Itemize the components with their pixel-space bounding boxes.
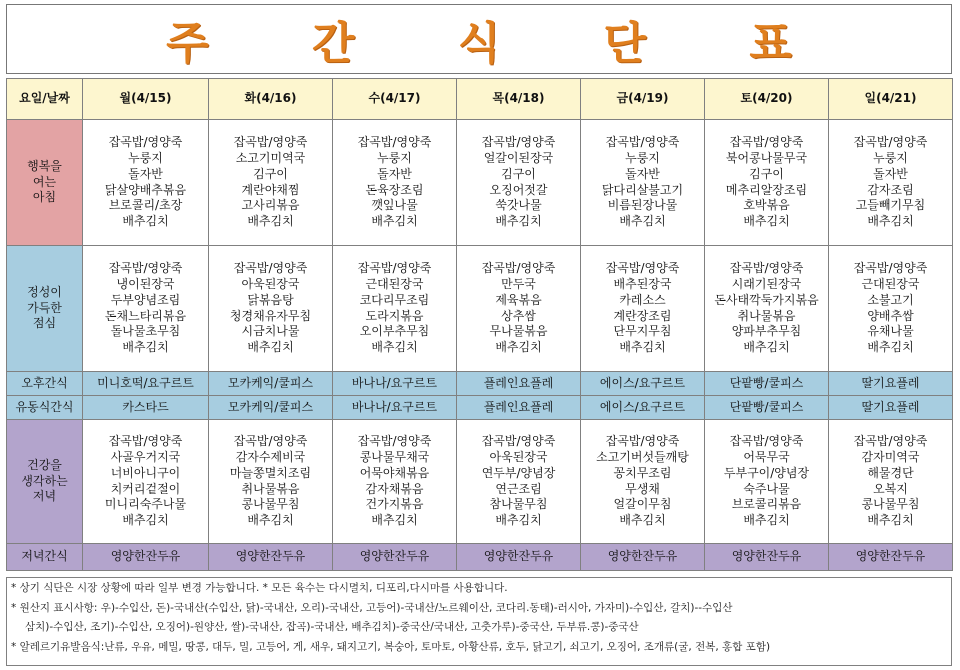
menu-item: 만두국 — [501, 276, 536, 291]
notes-box — [6, 577, 952, 666]
menu-item: 돌자반 — [625, 166, 660, 181]
breakfast-label — [7, 120, 83, 246]
dinner-cell — [581, 420, 705, 544]
menu-item: 아욱된장국 — [489, 449, 548, 464]
dinner-label — [7, 420, 83, 544]
menu-item: 브로콜리/초장 — [108, 198, 183, 213]
dinner-cell — [457, 420, 581, 544]
breakfast-cell — [83, 120, 209, 246]
lunch-cell — [581, 246, 705, 372]
menu-item: 배추김치 — [867, 214, 914, 229]
menu-item: 잡곡밥/영양죽 — [605, 135, 680, 150]
menu-item: 잡곡밥/영양죽 — [729, 261, 804, 276]
menu-item: 돌자반 — [128, 166, 163, 181]
lunch-cell — [83, 246, 209, 372]
liquid-snack-cell: 카스타드 — [83, 396, 209, 420]
menu-item: 배추김치 — [619, 214, 666, 229]
menu-item: 콩나물무침 — [241, 497, 300, 512]
afternoon-snack-cell: 플레인요플레 — [457, 372, 581, 396]
liquid-snack-cell: 바나나/요구르트 — [333, 396, 457, 420]
label-line: 아침 — [32, 190, 57, 205]
dinner-snack-cell: 영양한잔두유 — [83, 544, 209, 571]
breakfast-cell — [829, 120, 953, 246]
label-line: 가득한 — [27, 300, 62, 315]
dinner-snack-cell: 영양한잔두유 — [209, 544, 333, 571]
menu-item: 배추김치 — [495, 513, 542, 528]
breakfast-cell — [333, 120, 457, 246]
breakfast-cell — [209, 120, 333, 246]
menu-item: 누룽지 — [873, 150, 908, 165]
menu-item: 배추김치 — [867, 513, 914, 528]
menu-item: 돌자반 — [873, 166, 908, 181]
menu-item: 잡곡밥/영양죽 — [108, 261, 183, 276]
afternoon-snack-row — [7, 372, 953, 396]
menu-table — [6, 78, 953, 571]
menu-item: 카레소스 — [619, 292, 666, 307]
menu-item: 상추쌈 — [501, 308, 536, 323]
menu-item: 연근조림 — [495, 481, 542, 496]
dinner-snack-cell: 영양한잔두유 — [333, 544, 457, 571]
menu-item: 돌나물초무침 — [110, 324, 181, 339]
menu-item: 근대된장국 — [365, 276, 424, 291]
menu-item: 고사리볶음 — [241, 198, 300, 213]
menu-item: 오이부추무침 — [359, 324, 430, 339]
menu-item: 근대된장국 — [861, 276, 920, 291]
menu-item: 닭살양배추볶음 — [104, 182, 187, 197]
label-line: 저녁 — [32, 489, 57, 504]
menu-item: 얼갈이된장국 — [483, 150, 554, 165]
menu-item: 배추김치 — [619, 513, 666, 528]
dinner-snack-cell: 영양한잔두유 — [829, 544, 953, 571]
menu-item: 배추김치 — [371, 340, 418, 355]
day-header: 일(4/21) — [829, 79, 953, 120]
menu-item: 계란야채찜 — [241, 182, 300, 197]
menu-item: 어묵무국 — [743, 449, 790, 464]
menu-item: 배추김치 — [122, 340, 169, 355]
menu-item: 시래기된장국 — [731, 276, 802, 291]
lunch-cell — [457, 246, 581, 372]
note-line: 삼치)-수입산, 조기)-수입산, 오징어)-원양산, 쌀)-국내산, 잡곡)-국내산, 배추김치)-중국산/국내산, 고춧가루)-중국산, 두부류.콩)-중국산 — [25, 621, 639, 633]
menu-item: 참나물무침 — [489, 497, 548, 512]
liquid-snack-cell: 모카케익/쿨피스 — [209, 396, 333, 420]
liquid-snack-row — [7, 396, 953, 420]
label-line: 행복을 — [27, 158, 62, 173]
menu-item: 잡곡밥/영양죽 — [481, 261, 556, 276]
menu-item: 청경채유자무침 — [229, 308, 312, 323]
menu-item: 브로콜리볶음 — [731, 497, 802, 512]
label-line: 점심 — [32, 316, 57, 331]
note-line: * 원산지 표시사항: 우)-수입산, 돈)-국내산(수입산, 닭)-국내산, 오리)-국내산, 고등어)-국내산/노르웨이산, 코다리.동태)-러시아, 가자미)-수입산, 갈치)--수입산 — [11, 601, 733, 614]
menu-item: 감자채볶음 — [365, 481, 424, 496]
menu-item: 잡곡밥/영양죽 — [729, 434, 804, 449]
menu-item: 건가지볶음 — [365, 497, 424, 512]
menu-item: 유채나물 — [867, 324, 914, 339]
menu-item: 콩나물무침 — [861, 497, 920, 512]
dinner-snack-cell: 영양한잔두유 — [705, 544, 829, 571]
day-header: 월(4/15) — [83, 79, 209, 120]
menu-item: 배추김치 — [371, 513, 418, 528]
menu-item: 오복지 — [873, 481, 908, 496]
menu-item: 양파부추무침 — [731, 324, 802, 339]
menu-item: 양배추쌈 — [867, 308, 914, 323]
title-box — [6, 4, 952, 74]
menu-item: 돌자반 — [377, 166, 412, 181]
menu-item: 도라지볶음 — [365, 308, 424, 323]
note-line: * 상기 식단은 시장 상황에 따라 일부 변경 가능합니다. * 모든 육수는 다시멸치, 디포리,다시마를 사용합니다. — [11, 582, 508, 594]
day-header: 수(4/17) — [333, 79, 457, 120]
menu-item: 잡곡밥/영양죽 — [357, 135, 432, 150]
note-line: * 알레르기유발음식:난류, 우유, 메밀, 땅콩, 대두, 밀, 고등어, 게, 새우, 돼지고기, 복숭아, 토마토, 아황산류, 호두, 닭고기, 쇠고기, 오징어, 조개류(굴, 전복, 홍합 포함) — [11, 640, 771, 653]
menu-item: 김구이 — [749, 166, 784, 181]
afternoon-snack-cell: 모카케익/쿨피스 — [209, 372, 333, 396]
label-line: 여는 — [32, 174, 57, 189]
label-line: 건강을 — [27, 457, 62, 472]
dinner-snack-cell: 영양한잔두유 — [581, 544, 705, 571]
liquid-snack-cell: 단팥빵/쿨피스 — [705, 396, 829, 420]
dinner-cell — [705, 420, 829, 544]
menu-item: 사골우거지국 — [110, 449, 181, 464]
lunch-row — [7, 246, 953, 372]
menu-item: 계란장조림 — [613, 308, 672, 323]
menu-item: 꽁치무조림 — [613, 465, 672, 480]
menu-item: 돈채느타리볶음 — [104, 308, 187, 323]
menu-item: 배추김치 — [867, 340, 914, 355]
menu-item: 너비아니구이 — [110, 465, 181, 480]
menu-item: 잡곡밥/영양죽 — [357, 434, 432, 449]
menu-item: 잡곡밥/영양죽 — [605, 261, 680, 276]
lunch-label — [7, 246, 83, 372]
label-line: 생각하는 — [21, 473, 68, 488]
breakfast-cell — [457, 120, 581, 246]
menu-item: 콩나물무채국 — [359, 449, 430, 464]
menu-item: 비름된장나물 — [607, 198, 678, 213]
dinner-cell — [829, 420, 953, 544]
page-title: 주 간 식 단 표 — [166, 18, 836, 69]
menu-item: 김구이 — [501, 166, 536, 181]
day-header: 토(4/20) — [705, 79, 829, 120]
menu-item: 잡곡밥/영양죽 — [357, 261, 432, 276]
menu-item: 메추리알장조림 — [725, 182, 808, 197]
menu-item: 잡곡밥/영양죽 — [853, 135, 928, 150]
day-header: 목(4/18) — [457, 79, 581, 120]
menu-item: 미니리숙주나물 — [104, 497, 187, 512]
menu-item: 해물경단 — [867, 465, 914, 480]
label-line: 정성이 — [27, 284, 62, 299]
menu-item: 무생채 — [625, 481, 660, 496]
menu-item: 마늘쫑멸치조림 — [229, 465, 312, 480]
menu-item: 잡곡밥/영양죽 — [233, 434, 308, 449]
menu-item: 잡곡밥/영양죽 — [605, 434, 680, 449]
menu-item: 김구이 — [253, 166, 288, 181]
dinner-snack-label: 저녁간식 — [7, 544, 83, 571]
menu-item: 오징어젓갈 — [489, 182, 548, 197]
dinner-cell — [333, 420, 457, 544]
menu-item: 돈육장조림 — [365, 182, 424, 197]
menu-item: 아욱된장국 — [241, 276, 300, 291]
afternoon-snack-cell: 바나나/요구르트 — [333, 372, 457, 396]
menu-item: 배추김치 — [743, 214, 790, 229]
menu-item: 잡곡밥/영양죽 — [853, 261, 928, 276]
afternoon-snack-cell: 미니호떡/요구르트 — [83, 372, 209, 396]
afternoon-snack-cell: 딸기요플레 — [829, 372, 953, 396]
liquid-snack-label: 유동식간식 — [7, 396, 83, 420]
dinner-snack-cell: 영양한잔두유 — [457, 544, 581, 571]
liquid-snack-cell: 딸기요플레 — [829, 396, 953, 420]
menu-item: 잡곡밥/영양죽 — [108, 434, 183, 449]
menu-item: 배추김치 — [619, 340, 666, 355]
menu-item: 소불고기 — [867, 292, 914, 307]
menu-item: 배추김치 — [743, 513, 790, 528]
breakfast-cell — [705, 120, 829, 246]
menu-item: 닭다리살불고기 — [601, 182, 684, 197]
dinner-cell — [83, 420, 209, 544]
liquid-snack-cell: 에이스/요구르트 — [581, 396, 705, 420]
menu-item: 취나물볶음 — [241, 481, 300, 496]
menu-item: 연두부/양념장 — [481, 465, 556, 480]
menu-item: 냉이된장국 — [116, 276, 175, 291]
menu-item: 잡곡밥/영양죽 — [233, 135, 308, 150]
lunch-cell — [829, 246, 953, 372]
menu-item: 코다리무조림 — [359, 292, 430, 307]
afternoon-snack-cell: 에이스/요구르트 — [581, 372, 705, 396]
liquid-snack-cell: 플레인요플레 — [457, 396, 581, 420]
menu-item: 시금치나물 — [241, 324, 300, 339]
menu-item: 배추김치 — [495, 214, 542, 229]
menu-item: 감자수제비국 — [235, 449, 306, 464]
menu-item: 두부양념조림 — [110, 292, 181, 307]
menu-item: 고들빼기무침 — [855, 198, 926, 213]
afternoon-snack-label: 오후간식 — [7, 372, 83, 396]
menu-item: 누룽지 — [377, 150, 412, 165]
menu-item: 배추김치 — [743, 340, 790, 355]
menu-item: 누룽지 — [625, 150, 660, 165]
menu-item: 취나물볶음 — [737, 308, 796, 323]
menu-item: 돈사태깍둑가지볶음 — [714, 292, 819, 307]
menu-item: 잡곡밥/영양죽 — [481, 434, 556, 449]
lunch-cell — [705, 246, 829, 372]
menu-item: 배추김치 — [247, 214, 294, 229]
dinner-cell — [209, 420, 333, 544]
menu-item: 감자조림 — [867, 182, 914, 197]
breakfast-row — [7, 120, 953, 246]
lunch-cell — [333, 246, 457, 372]
menu-item: 북어콩나물무국 — [725, 150, 808, 165]
menu-item: 얼갈이무침 — [613, 497, 672, 512]
menu-item: 두부구이/양념장 — [723, 465, 810, 480]
dinner-snack-row — [7, 544, 953, 571]
header-row — [7, 79, 953, 120]
menu-item: 배추김치 — [371, 214, 418, 229]
dinner-row — [7, 420, 953, 544]
menu-item: 무나물볶음 — [489, 324, 548, 339]
menu-item: 숙주나물 — [743, 481, 790, 496]
menu-item: 잡곡밥/영양죽 — [481, 135, 556, 150]
menu-item: 배추김치 — [495, 340, 542, 355]
menu-item: 제육볶음 — [495, 292, 542, 307]
menu-item: 배추김치 — [122, 214, 169, 229]
menu-item: 배추된장국 — [613, 276, 672, 291]
breakfast-cell — [581, 120, 705, 246]
menu-item: 배추김치 — [122, 513, 169, 528]
menu-item: 누룽지 — [128, 150, 163, 165]
menu-item: 소고기미역국 — [235, 150, 306, 165]
day-header: 화(4/16) — [209, 79, 333, 120]
day-date-label: 요일/날짜 — [7, 79, 83, 120]
afternoon-snack-cell: 단팥빵/쿨피스 — [705, 372, 829, 396]
menu-item: 잡곡밥/영양죽 — [729, 135, 804, 150]
menu-item: 닭볶음탕 — [247, 292, 294, 307]
menu-item: 잡곡밥/영양죽 — [853, 434, 928, 449]
menu-item: 감자미역국 — [861, 449, 920, 464]
lunch-cell — [209, 246, 333, 372]
menu-item: 소고기버섯들깨탕 — [596, 449, 689, 464]
menu-item: 어묵야채볶음 — [359, 465, 430, 480]
menu-item: 단무지무침 — [613, 324, 672, 339]
menu-item: 배추김치 — [247, 513, 294, 528]
menu-item: 치커리겉절이 — [110, 481, 181, 496]
day-header: 금(4/19) — [581, 79, 705, 120]
menu-item: 배추김치 — [247, 340, 294, 355]
menu-item: 잡곡밥/영양죽 — [233, 261, 308, 276]
menu-item: 잡곡밥/영양죽 — [108, 135, 183, 150]
menu-item: 호박볶음 — [743, 198, 790, 213]
menu-item: 깻잎나물 — [371, 198, 418, 213]
menu-item: 쑥갓나물 — [495, 198, 542, 213]
